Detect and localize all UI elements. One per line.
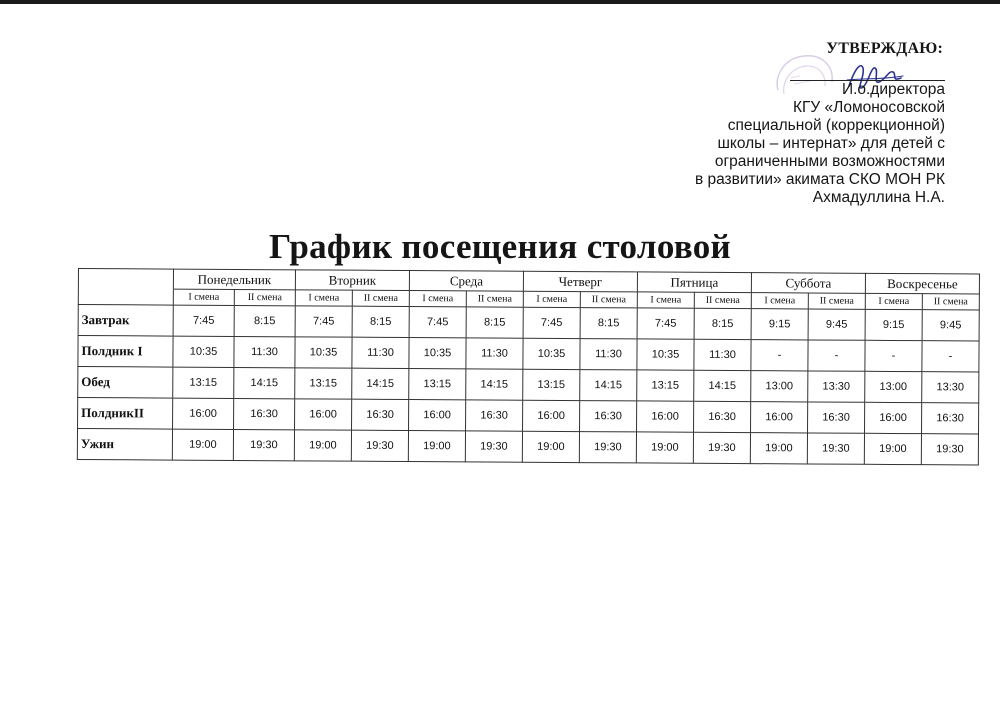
meal-name-cell: Завтрак (78, 305, 173, 337)
time-cell: 19:30 (693, 432, 750, 463)
day-header: Суббота (751, 273, 865, 294)
meal-name-cell: Полдник I (78, 336, 173, 368)
time-cell: 11:30 (694, 339, 751, 370)
time-cell: 19:30 (233, 429, 294, 460)
time-cell: 16:00 (295, 399, 352, 430)
time-cell: 13:15 (173, 367, 234, 398)
time-cell: - (922, 341, 979, 372)
shift-header: II смена (352, 290, 409, 306)
approval-line: Ахмадуллина Н.А. (812, 189, 945, 206)
time-cell: 16:00 (523, 400, 580, 431)
time-cell: 10:35 (295, 337, 352, 368)
time-cell: 9:45 (808, 309, 865, 340)
time-cell: 7:45 (295, 306, 352, 337)
time-cell: 16:30 (922, 403, 979, 434)
time-cell: 9:15 (751, 309, 808, 340)
approval-line: ограниченными возможностями (714, 153, 945, 170)
time-cell: 19:00 (172, 429, 233, 460)
shift-header: II смена (466, 291, 523, 307)
dining-schedule-table (77, 268, 980, 466)
approval-heading: УТВЕРЖДАЮ: (826, 40, 943, 57)
document-title: График посещения столовой (269, 227, 731, 266)
approval-line: в развитии» акимата СКО МОН РК (694, 171, 945, 188)
time-cell: 19:00 (636, 432, 693, 463)
shift-header: I смена (295, 290, 352, 306)
meal-name-cell: ПолдникII (78, 398, 173, 430)
time-cell: 16:00 (409, 400, 466, 431)
time-cell: 11:30 (580, 339, 637, 370)
time-cell: 16:00 (173, 398, 234, 429)
meal-name-cell: Обед (78, 367, 173, 399)
time-cell: 10:35 (409, 338, 466, 369)
shift-header: I смена (865, 293, 922, 309)
time-cell: 16:30 (234, 398, 295, 429)
time-cell: 16:00 (865, 402, 922, 433)
time-cell: 14:15 (694, 370, 751, 401)
approval-line: И.о.директора (841, 81, 945, 98)
time-cell: 13:15 (295, 368, 352, 399)
time-cell: 19:00 (408, 431, 465, 462)
day-header: Вторник (295, 270, 409, 291)
time-cell: 13:30 (922, 372, 979, 403)
time-cell: 10:35 (523, 338, 580, 369)
time-cell: 19:30 (351, 430, 408, 461)
time-cell: 19:30 (579, 432, 636, 463)
shift-header: I смена (173, 289, 234, 305)
shift-header: II смена (234, 289, 295, 305)
time-cell: 16:30 (466, 400, 523, 431)
day-header: Понедельник (173, 269, 295, 290)
time-cell: 13:15 (523, 369, 580, 400)
time-cell: - (808, 340, 865, 371)
meal-name-cell: Ужин (77, 429, 172, 461)
time-cell: 8:15 (352, 306, 409, 337)
time-cell: 14:15 (580, 370, 637, 401)
corner-cell (78, 289, 173, 306)
time-cell: - (865, 340, 922, 371)
time-cell: 13:00 (865, 371, 922, 402)
table-body (77, 305, 979, 466)
time-cell: 9:45 (922, 310, 979, 341)
time-cell: 9:15 (865, 309, 922, 340)
shift-header: II смена (922, 294, 979, 310)
time-cell: 8:15 (580, 308, 637, 339)
approval-line: школы – интернат» для детей с (717, 135, 945, 152)
day-header: Среда (409, 271, 523, 292)
time-cell: 16:30 (808, 402, 865, 433)
time-cell: 16:30 (352, 399, 409, 430)
time-cell: 11:30 (234, 336, 295, 367)
time-cell: 19:30 (807, 433, 864, 464)
shift-header: I смена (409, 291, 466, 307)
time-cell: 11:30 (352, 337, 409, 368)
time-cell: 13:15 (637, 370, 694, 401)
shift-header: I смена (637, 292, 694, 308)
time-cell: 14:15 (466, 369, 523, 400)
signature-line (790, 58, 945, 81)
time-cell: 19:30 (465, 431, 522, 462)
time-cell: 7:45 (409, 307, 466, 338)
shift-header: I смена (523, 291, 580, 307)
time-cell: 16:00 (751, 402, 808, 433)
time-cell: 7:45 (173, 305, 234, 336)
corner-cell (78, 269, 173, 290)
time-cell: 10:35 (173, 336, 234, 367)
approval-line: специальной (коррекционной) (727, 117, 945, 134)
scan-edge (0, 0, 1000, 4)
time-cell: 11:30 (466, 338, 523, 369)
approval-line: КГУ «Ломоносовской (792, 99, 945, 116)
approval-block (640, 40, 945, 207)
time-cell: 13:00 (751, 371, 808, 402)
time-cell: 14:15 (352, 368, 409, 399)
time-cell: 8:15 (234, 305, 295, 336)
shift-header: I смена (751, 293, 808, 309)
time-cell: 19:00 (294, 430, 351, 461)
time-cell: 14:15 (234, 367, 295, 398)
time-cell: 8:15 (694, 308, 751, 339)
time-cell: 8:15 (466, 307, 523, 338)
time-cell: 16:30 (580, 401, 637, 432)
shift-header: II смена (694, 292, 751, 308)
day-header: Пятница (637, 272, 751, 293)
time-cell: 10:35 (637, 339, 694, 370)
day-header: Четверг (523, 271, 637, 292)
time-cell: 13:15 (409, 369, 466, 400)
table-header (78, 269, 979, 311)
time-cell: 19:00 (522, 431, 579, 462)
shift-header: II смена (580, 292, 637, 308)
time-cell: 16:30 (694, 401, 751, 432)
time-cell: 19:00 (750, 433, 807, 464)
time-cell: 7:45 (523, 307, 580, 338)
time-cell: 19:00 (864, 433, 921, 464)
time-cell: 7:45 (637, 308, 694, 339)
time-cell: - (751, 340, 808, 371)
time-cell: 13:30 (808, 371, 865, 402)
shift-header: II смена (808, 293, 865, 309)
time-cell: 19:30 (921, 434, 978, 465)
day-header: Воскресенье (865, 273, 979, 294)
time-cell: 16:00 (637, 401, 694, 432)
table-row (77, 429, 978, 466)
